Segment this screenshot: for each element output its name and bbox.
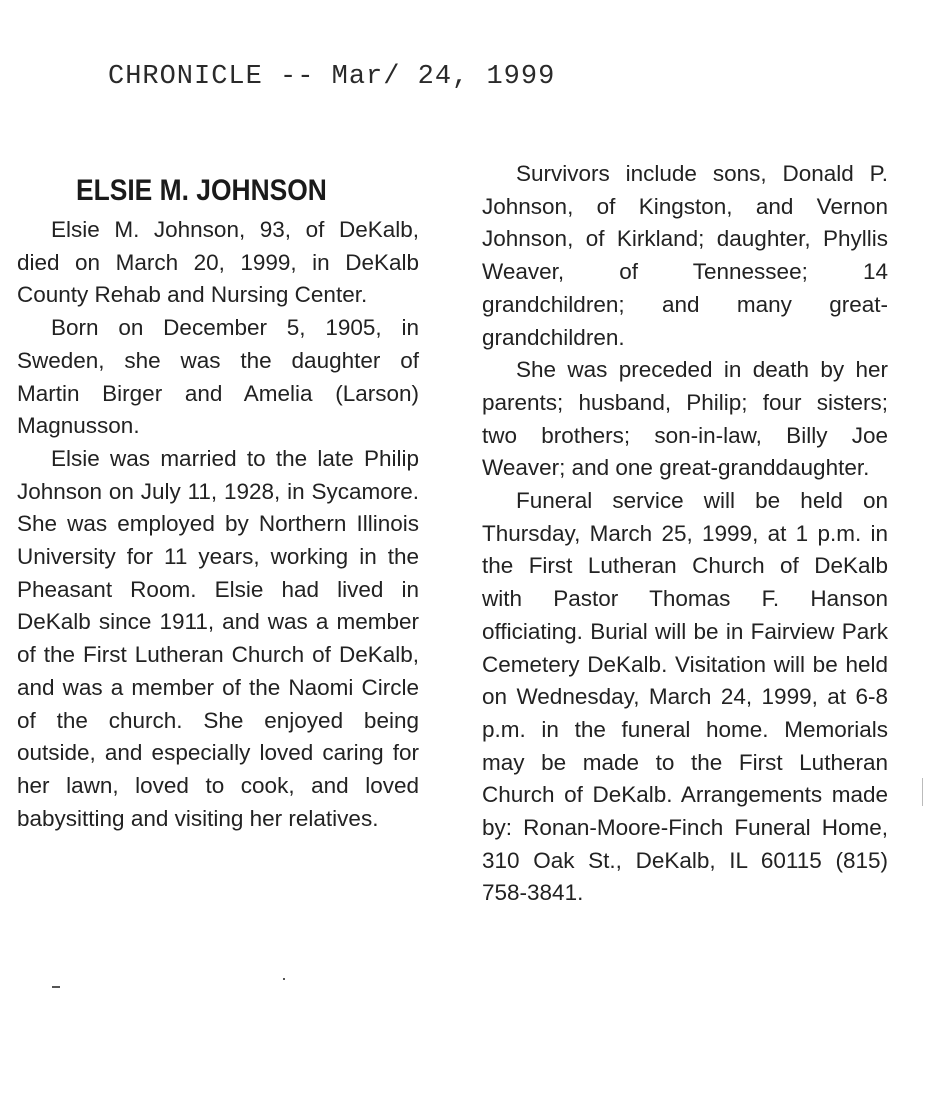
scan-speck: [283, 978, 285, 980]
scan-speck: [922, 778, 923, 806]
paragraph-funeral-service: Funeral service will be held on Thursday, March 25, 1999, at 1 p.m. in the First Lutheran Church of DeKalb with Pastor Thomas F. Hanson officiating. Burial will be in Fairview Park Cemetery DeKalb. Visitation will be held on Wednesday, March 24, 1999, at 6-8 p.m. in the funeral home. Memorials may be made to the First Lutheran Church of DeKalb. Arrangements made by: Ronan-Moore-Finch Funeral Home, 310 Oak St., DeKalb, IL 60115 (815) 758-3841.: [482, 488, 888, 906]
paragraph-survivors: Survivors include sons, Donald P. Johnson, of Kingston, and Vernon Johnson, of Kirkland; daughter, Phyllis Weaver, of Tennessee; 14 grandchildren; and many great-grandchildren.: [482, 161, 888, 350]
paragraph-birth: Born on December 5, 1905, in Sweden, she was the daughter of Martin Birger and Amelia (Larson) Magnusson.: [17, 315, 419, 439]
newspaper-date-header: CHRONICLE -- Mar/ 24, 1999: [108, 62, 556, 92]
paragraph-preceded: She was preceded in death by her parents; husband, Philip; four sisters; two brothers; son-in-law, Billy Joe Weaver; and one great-granddaughter.: [482, 357, 888, 481]
left-column: [17, 214, 419, 835]
obituary-headline: ELSIE M. JOHNSON: [76, 174, 327, 207]
paragraph-death-notice: Elsie M. Johnson, 93, of DeKalb, died on March 20, 1999, in DeKalb County Rehab and Nursing Center.: [17, 217, 419, 308]
scan-speck: [52, 986, 60, 988]
right-column: [482, 158, 888, 910]
paragraph-life: Elsie was married to the late Philip Johnson on July 11, 1928, in Sycamore. She was employed by Northern Illinois University for 11 years, working in the Pheasant Room. Elsie had lived in DeKalb since 1911, and was a member of the First Lutheran Church of DeKalb, and was a member of the Naomi Circle of the church. She enjoyed being outside, and especially loved caring for her lawn, loved to cook, and loved babysitting and visiting her relatives.: [17, 445, 419, 831]
